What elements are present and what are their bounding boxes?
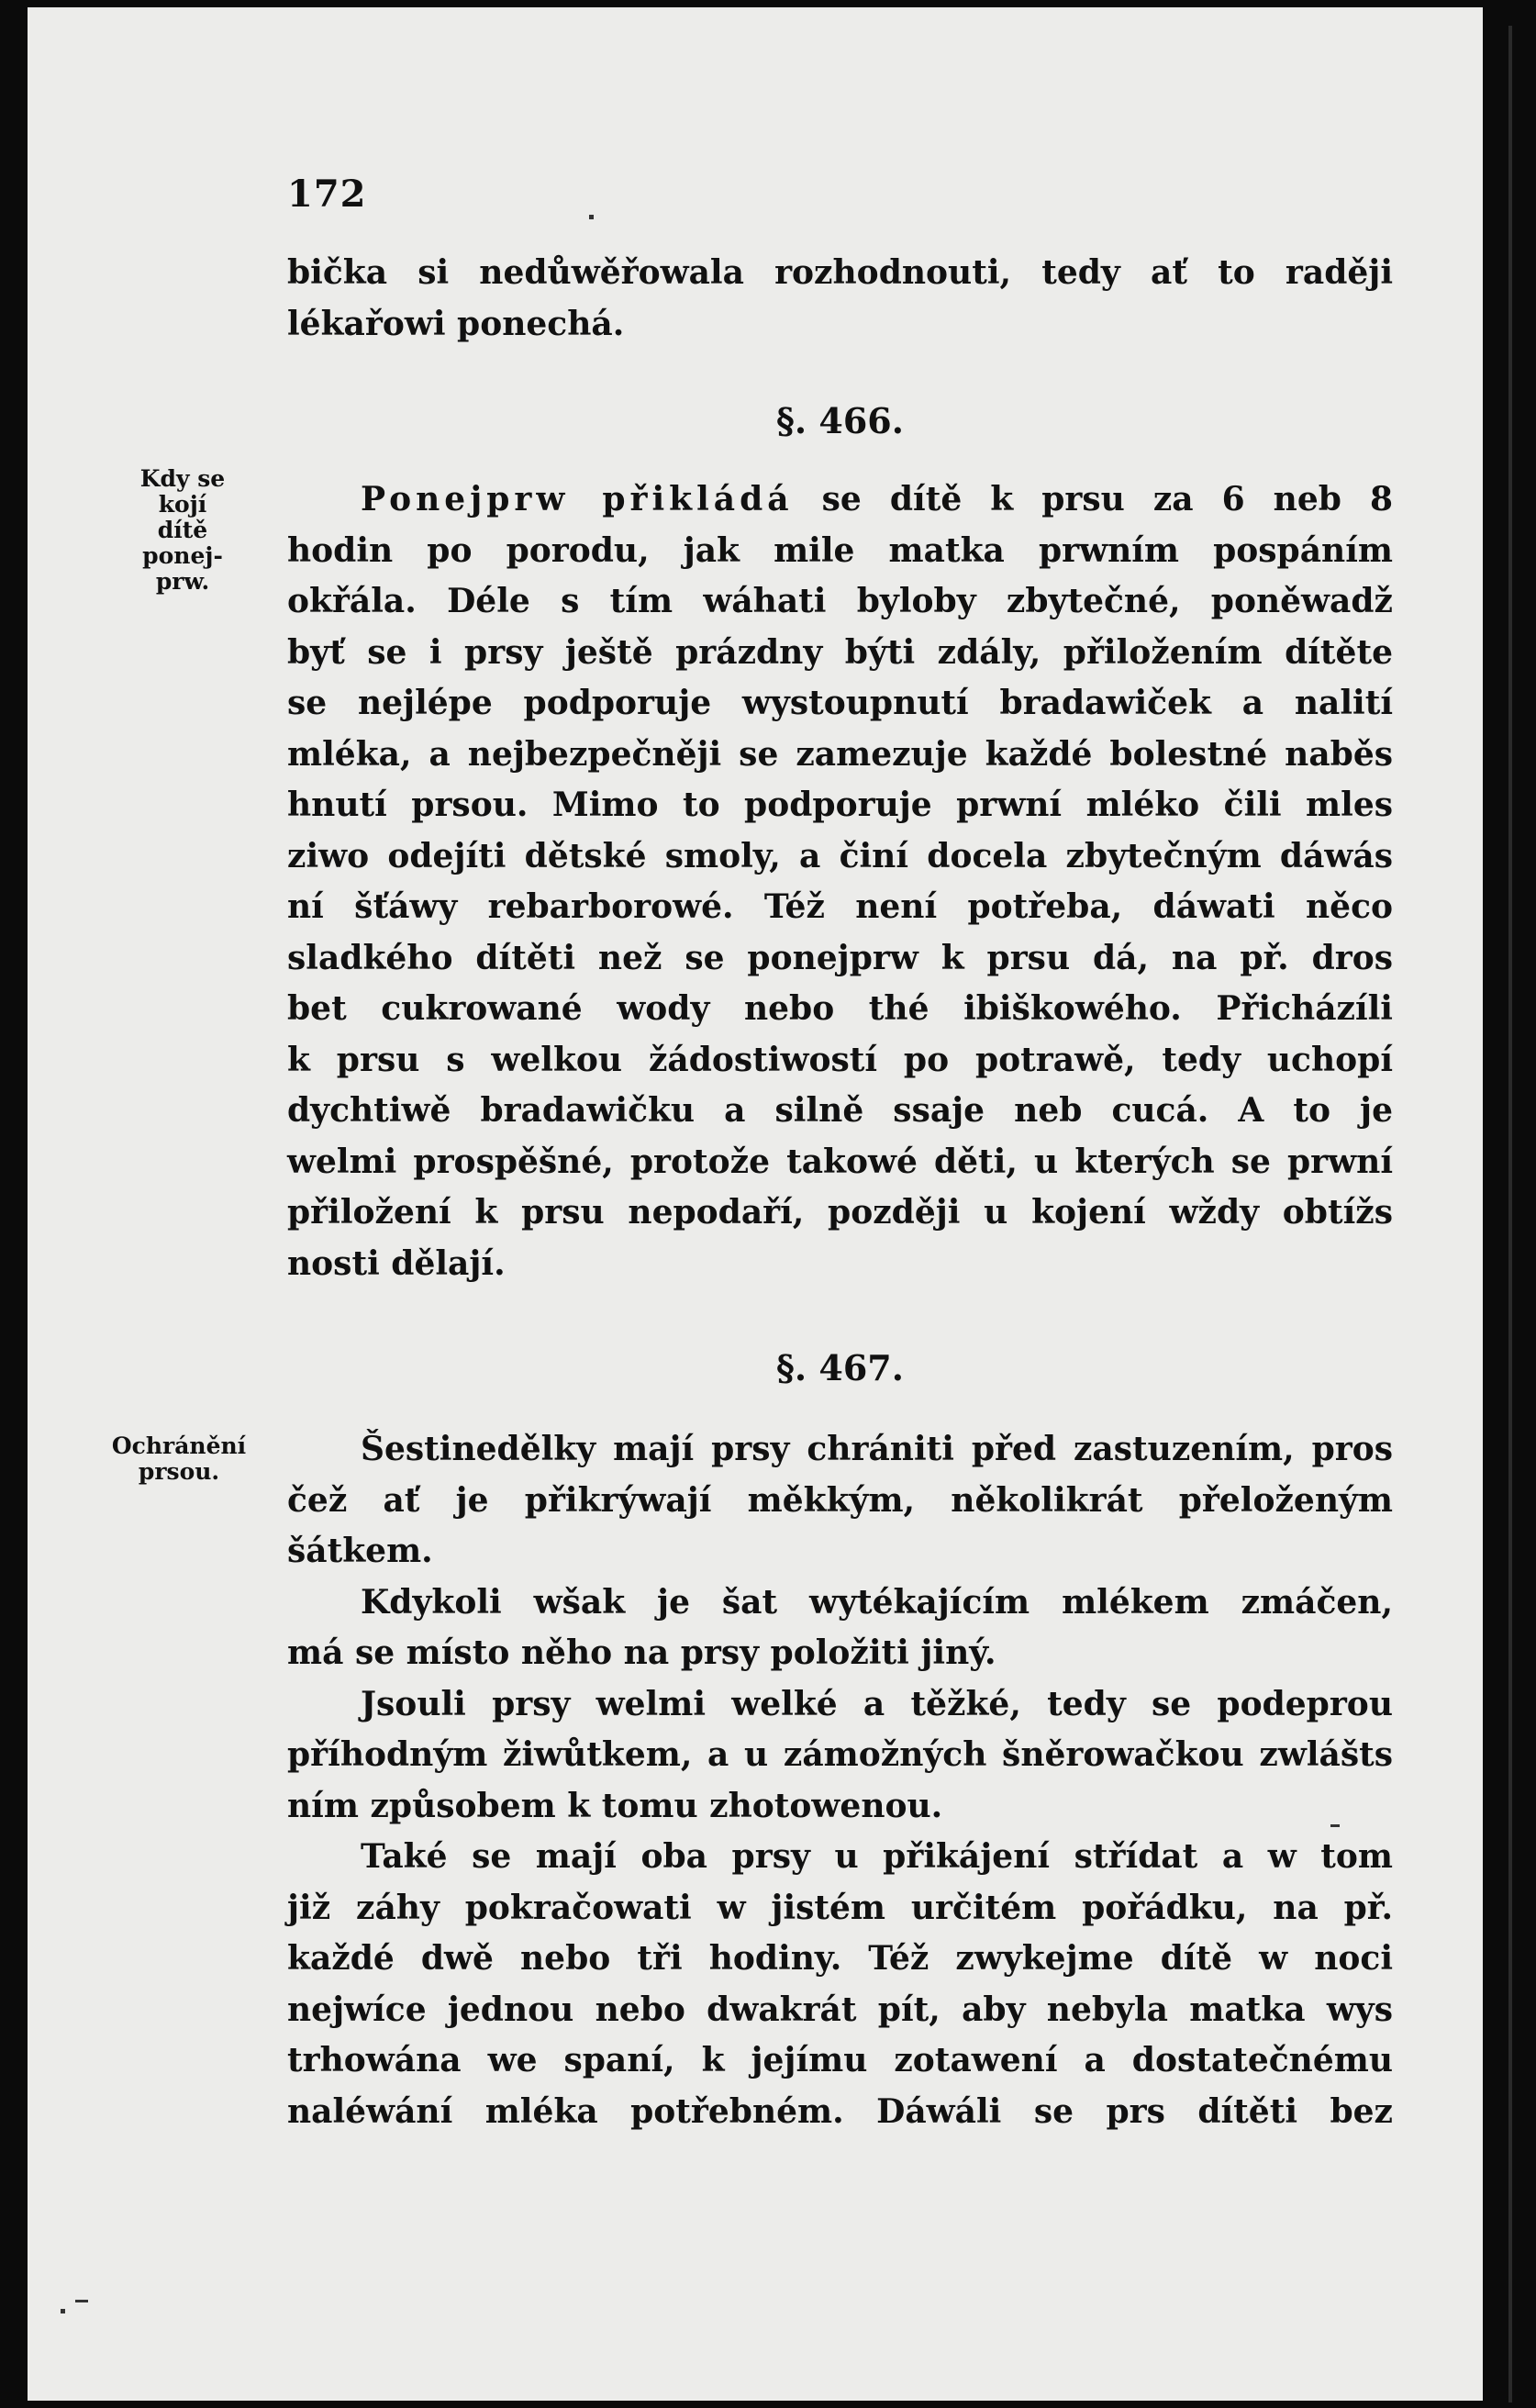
text-line: Šestinedělky mají prsy chrániti před zastuzením, pros [361,1430,1393,1468]
text-line: ní šťáwy rebarborowé. Též není potřeba, dáwati něco [287,887,1393,926]
text-line: nosti dělají. [287,1243,506,1283]
text-line: hodin po porodu, jak mile matka prwním pospáním [287,530,1393,570]
text-line: naléwání mléka potřebném. Dáwáli se prs dítěti bez [287,2091,1393,2131]
text-line: hnutí prsou. Mimo to podporuje prwní mléko čili mles [287,786,1393,824]
ink-speck [589,215,594,219]
text-line: nejwíce jednou nebo dwakrát pít, aby nebyla matka wys [287,1990,1393,2029]
book-page [28,7,1483,2401]
text-line: welmi prospěšné, protože takowé děti, u kterých se prwní [287,1142,1393,1181]
text-line: okřála. Déle s tím wáhati byloby zbytečné, poněwadž [287,582,1393,620]
text-line: ním způsobem k tomu zhotowenou. [287,1786,943,1825]
page-number: 172 [287,173,367,216]
text-line: k prsu s welkou žádostiwostí po potrawě, tedy uchopí [287,1040,1393,1079]
margin-note-line: prw. [155,568,210,595]
section-heading-466: §. 466. [776,400,904,441]
text-line: příhodným žiwůtkem, a u zámožných šněrowačkou zwlášts [287,1735,1393,1774]
margin-note-line: dítě ponej- [142,517,223,569]
intro-text [287,248,1393,350]
ink-speck [75,2300,88,2302]
text-line: dychtiwě bradawičku a silně ssaje neb cucá. A to je [287,1091,1393,1130]
text-line: Také se mají oba prsy u přikájení střídat a w tom [361,1837,1393,1876]
margin-note-line: Kdy se kojí [139,465,226,518]
text-line: čež ať je přikrýwají měkkým, několikrát přeloženým [287,1480,1393,1520]
margin-note-466 [114,466,251,595]
margin-note-line: prsou. [138,1458,220,1485]
section-467-body [287,1424,1393,2137]
text-line: šátkem. [287,1532,433,1570]
text-line [287,474,1393,526]
text-line-rest: se dítě k prsu za 6 neb 8 [793,480,1394,518]
text-line: trhowána we spaní, k jejímu zotawení a dostatečnému [287,2041,1393,2079]
ink-speck [61,2309,65,2313]
text-line: každé dwě nebo tři hodiny. Též zwykejme dítě w noci [287,1939,1393,1978]
text-line: ziwo odejíti dětské smoly, a činí docela zbytečným dáwás [287,836,1393,875]
section-heading-467: §. 467. [776,1347,904,1388]
text-line: Jsouli prsy welmi welké a těžké, tedy se podeprou [361,1684,1393,1723]
text-line: bet cukrowané wody nebo thé ibiškowého. Přicházíli [287,989,1393,1028]
text-line: přiložení k prsu nepodaří, později u kojení wždy obtížs [287,1193,1393,1232]
text-line: sladkého dítěti než se ponejprw k prsu dá, na př. dros [287,938,1393,977]
text-line: byť se i prsy ještě prázdny býti zdály, přiložením dítěte [287,632,1393,672]
text-line: mléka, a nejbezpečněji se zamezuje každé bolestné naběs [287,734,1393,774]
margin-note-467 [110,1433,248,1485]
page-edge-shadow [1508,26,1512,2402]
lead-words: Ponejprw přikládá [361,480,794,518]
margin-note-line: Ochránění [111,1433,247,1459]
text-line: již záhy pokračowati w jistém určitém pořádku, na př. [287,1888,1393,1927]
text-line: má se místo něho na prsy položiti jiný. [287,1633,996,1672]
text-line: Kdykoli wšak je šat wytékajícím mlékem zmáčen, [361,1582,1393,1622]
text-line: bička si nedůwěřowala rozhodnouti, tedy ať to raději [287,253,1393,292]
section-466-body [287,474,1393,1289]
text-line: se nejlépe podporuje wystoupnutí bradawiček a nalití [287,684,1393,722]
text-line: lékařowi ponechá. [287,304,625,343]
